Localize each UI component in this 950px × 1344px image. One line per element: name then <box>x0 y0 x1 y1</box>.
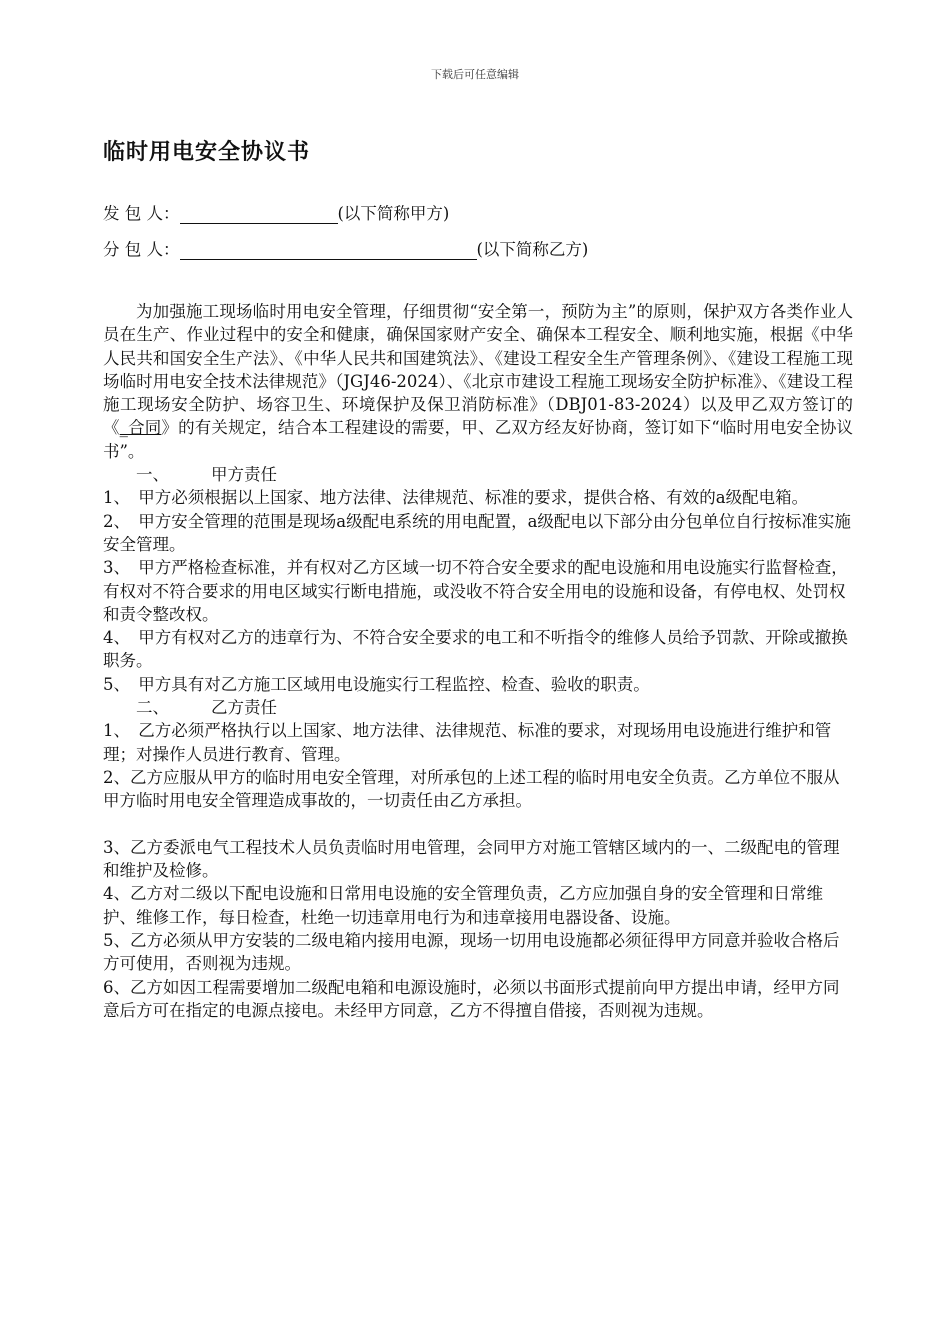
intro-paragraph <box>103 300 853 463</box>
employer-name-blank <box>180 205 338 224</box>
agreement-body <box>103 300 853 1022</box>
section-2-number: 二、 <box>136 698 169 718</box>
section-2-item: 3、乙方委派电气工程技术人员负责临时用电管理，会同甲方对施工管辖区域内的一、二级配电的管理和维护及检修。 <box>103 837 840 881</box>
section-1-item: 2、 甲方安全管理的范围是现场a级配电系统的用电配置，a级配电以下部分由分包单位自行按标准实施安全管理。 <box>103 511 851 554</box>
section-2-item: 5、乙方必须从甲方安装的二级电箱内接用电源，现场一切用电设施都必须征得甲方同意并验收合格后方可使用，否则视为违规。 <box>103 931 840 974</box>
section-2-item: 2、乙方应服从甲方的临时用电安全管理，对所承包的上述工程的临时用电安全负责。乙方单位不服从甲方临时用电安全管理造成事故的，一切责任由乙方承担。 <box>103 767 840 811</box>
document-title: 临时用电安全协议书 <box>103 140 311 165</box>
section-1-item: 1、 甲方必须根据以上国家、地方法律、法律规范、标准的要求，提供合格、有效的a级配电箱。 <box>103 488 809 508</box>
subcontractor-label: 分 包 人： <box>103 240 180 259</box>
section-1-heading <box>103 463 853 486</box>
contract-name-blank: _合同 <box>119 418 162 438</box>
header-note: 下载后可任意编辑 <box>431 68 519 81</box>
subcontractor-line <box>103 236 588 260</box>
employer-suffix: (以下简称甲方) <box>337 204 450 223</box>
subcontractor-suffix: (以下简称乙方) <box>476 240 589 259</box>
section-1-title: 甲方责任 <box>211 465 277 485</box>
section-2-item: 6、乙方如因工程需要增加二级配电箱和电源设施时，必须以书面形式提前向甲方提出申请，经甲方同意后方可在指定的电源点接电。未经甲方同意，乙方不得擅自借接，否则视为违规。 <box>103 977 840 1020</box>
section-1-item: 3、 甲方严格检查标准，并有权对乙方区域一切不符合安全要求的配电设施和用电设施实行监督检查，有权对不符合要求的用电区域实行断电措施，或没收不符合安全用电的设施和设备，有停电权、处罚权和责令整改权。 <box>103 558 848 624</box>
section-2-item: 4、乙方对二级以下配电设施和日常用电设施的安全管理负责，乙方应加强自身的安全管理和日常维护、维修工作，每日检查，杜绝一切违章用电行为和违章接用电器设备、设施。 <box>103 884 823 927</box>
section-2-item: 1、 乙方必须严格执行以上国家、地方法律、法律规范、标准的要求，对现场用电设施进行维护和管理；对操作人员进行教育、管理。 <box>103 721 832 764</box>
employer-label: 发 包 人： <box>103 204 180 223</box>
blank-spacer <box>103 813 853 836</box>
intro-text-after: 》的有关规定，结合本工程建设的需要，甲、乙双方经友好协商，签订如下“临时用电安全协议书”。 <box>103 418 854 461</box>
section-1-item: 4、 甲方有权对乙方的违章行为、不符合安全要求的电工和不听指令的维修人员给予罚款、开除或撤换职务。 <box>103 628 848 671</box>
section-1-number: 一、 <box>136 465 169 485</box>
section-1-item: 5、 甲方具有对乙方施工区域用电设施实行工程监控、检查、验收的职责。 <box>103 674 650 694</box>
employer-line <box>103 200 449 224</box>
intro-text-before: 为加强施工现场临时用电安全管理，仔细贯彻“安全第一，预防为主”的原则，保护双方各类作业人员在生产、作业过程中的安全和健康，确保国家财产安全、确保本工程安全、顺利地实施，根据《中华人民共和国安全生产法》、《中华人民共和国建筑法》、《建设工程安全生产管理条例》、《建设工程施工现场临时用电安全技术法律规范》（JGJ46-2024）、《北京市建设工程施工现场安全防护标准》、《建设工程施工现场安全防护、场容卫生、环境保护及保卫消防标准》（DBJ01-83-2024）以及甲乙双方签订的《 <box>103 302 853 438</box>
section-2-heading <box>103 696 853 719</box>
subcontractor-name-blank <box>180 241 477 260</box>
section-2-title: 乙方责任 <box>211 698 277 718</box>
